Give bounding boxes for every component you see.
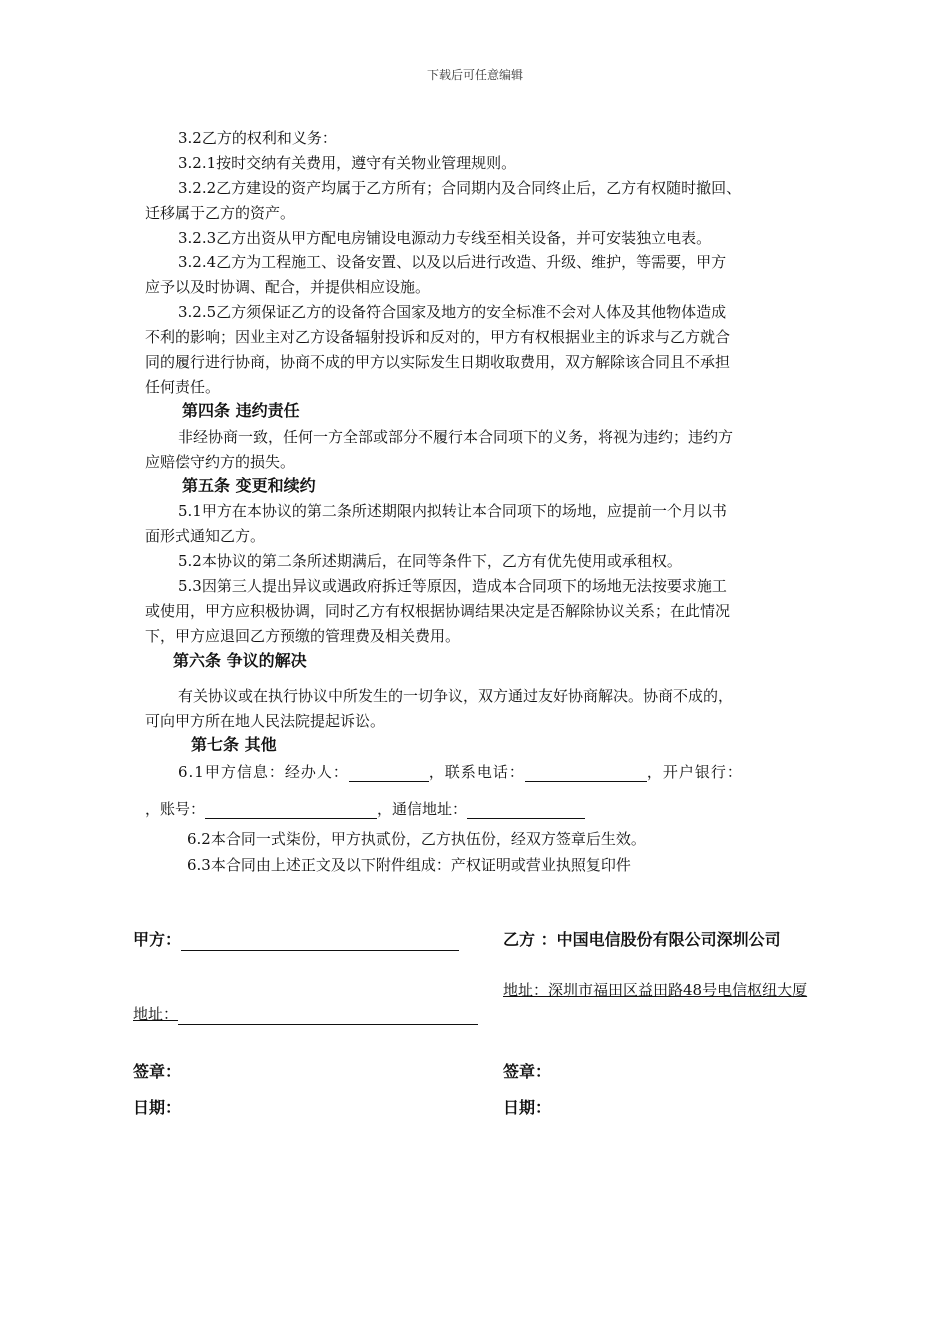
party-a-date-label: 日期：	[133, 1098, 182, 1117]
account-label: ，账号：	[145, 800, 206, 818]
party-a-blank[interactable]	[181, 932, 459, 951]
page-header: 下载后可任意编辑	[426, 68, 523, 82]
clause-3-2-5-line4: 任何责任。	[145, 378, 221, 396]
clause-3-2-4-line2: 应予以及时协调、配合，并提供相应设施。	[145, 278, 431, 296]
party-a-address-block	[133, 1003, 478, 1025]
article-5-heading: 第五条 变更和续约	[182, 476, 316, 495]
clause-3-2-4-line1: 3.2.4乙方为工程施工、设备安置、以及以后进行改造、升级、维护，等需要，甲方	[178, 253, 727, 271]
party-b-date-label: 日期：	[503, 1098, 552, 1117]
handler-blank[interactable]	[349, 765, 429, 782]
clause-3-2-2-line1: 3.2.2乙方建设的资产均属于乙方所有；合同期内及合同终止后，乙方有权随时撤回、	[178, 179, 742, 197]
article-4-line2: 应赔偿守约方的损失。	[145, 453, 296, 471]
party-a-address-blank[interactable]	[178, 1007, 478, 1025]
clause-6-1-line2	[145, 799, 585, 819]
mail-address-label: ，通信地址：	[377, 800, 468, 818]
party-a-label: 甲方：	[133, 930, 182, 949]
article-6-line1: 有关协议或在执行协议中所发生的一切争议，双方通过友好协商解决。协商不成的，	[178, 687, 734, 705]
article-6-line2: 可向甲方所在地人民法院提起诉讼。	[145, 712, 386, 730]
clause-3-2-1: 3.2.1按时交纳有关费用，遵守有关物业管理规则。	[178, 154, 517, 172]
clause-5-3-line1: 5.3因第三人提出异议或遇政府拆迁等原因，造成本合同项下的场地无法按要求施工	[178, 577, 727, 595]
party-a-seal-label: 签章：	[133, 1062, 182, 1081]
party-a-info-label: 6.1甲方信息：经办人：	[178, 763, 349, 781]
party-a-block	[133, 929, 459, 951]
article-4-line1: 非经协商一致，任何一方全部或部分不履行本合同项下的义务，将视为违约；违约方	[178, 428, 734, 446]
article-7-heading: 第七条 其他	[191, 735, 277, 754]
section-3-2-title: 3.2乙方的权利和义务：	[178, 129, 337, 147]
phone-label: ，联系电话：	[428, 763, 525, 781]
article-6-heading: 第六条 争议的解决	[173, 651, 307, 670]
account-blank[interactable]	[205, 802, 377, 819]
party-b-address: 地址：深圳市福田区益田路48号电信枢纽大厦	[503, 981, 808, 999]
clause-3-2-3: 3.2.3乙方出资从甲方配电房铺设电源动力专线至相关设备，并可安装独立电表。	[178, 229, 712, 247]
clause-5-1-line2: 面形式通知乙方。	[145, 527, 266, 545]
clause-3-2-2-line2: 迁移属于乙方的资产。	[145, 204, 296, 222]
party-a-address-label: 地址：	[133, 1005, 179, 1023]
phone-blank[interactable]	[525, 765, 647, 782]
clause-5-1-line1: 5.1甲方在本协议的第二条所述期限内拟转让本合同项下的场地，应提前一个月以书	[178, 502, 727, 520]
clause-3-2-5-line2: 不利的影响；因业主对乙方设备辐射投诉和反对的，甲方有权根据业主的诉求与乙方就合	[145, 328, 731, 346]
clause-5-3-line3: 下，甲方应退回乙方预缴的管理费及相关费用。	[145, 627, 461, 645]
clause-6-3: 6.3本合同由上述正文及以下附件组成：产权证明或营业执照复印件	[187, 856, 631, 874]
clause-5-3-line2: 或使用，甲方应积极协调，同时乙方有权根据协调结果决定是否解除协议关系；在此情况	[145, 602, 731, 620]
clause-3-2-5-line1: 3.2.5乙方须保证乙方的设备符合国家及地方的安全标准不会对人体及其他物体造成	[178, 303, 727, 321]
party-b-label: 乙方 ：中国电信股份有限公司深圳公司	[503, 930, 781, 949]
clause-6-1-line1	[178, 762, 743, 782]
bank-label: ，开户银行：	[646, 763, 743, 781]
clause-6-2: 6.2本合同一式柒份，甲方执贰份，乙方执伍份，经双方签章后生效。	[187, 830, 646, 848]
mail-address-blank[interactable]	[467, 802, 585, 819]
clause-5-2: 5.2本协议的第二条所述期满后，在同等条件下，乙方有优先使用或承租权。	[178, 552, 682, 570]
party-b-seal-label: 签章：	[503, 1062, 552, 1081]
clause-3-2-5-line3: 同的履行进行协商，协商不成的甲方以实际发生日期收取费用，双方解除该合同且不承担	[145, 353, 731, 371]
article-4-heading: 第四条 违约责任	[182, 401, 300, 420]
